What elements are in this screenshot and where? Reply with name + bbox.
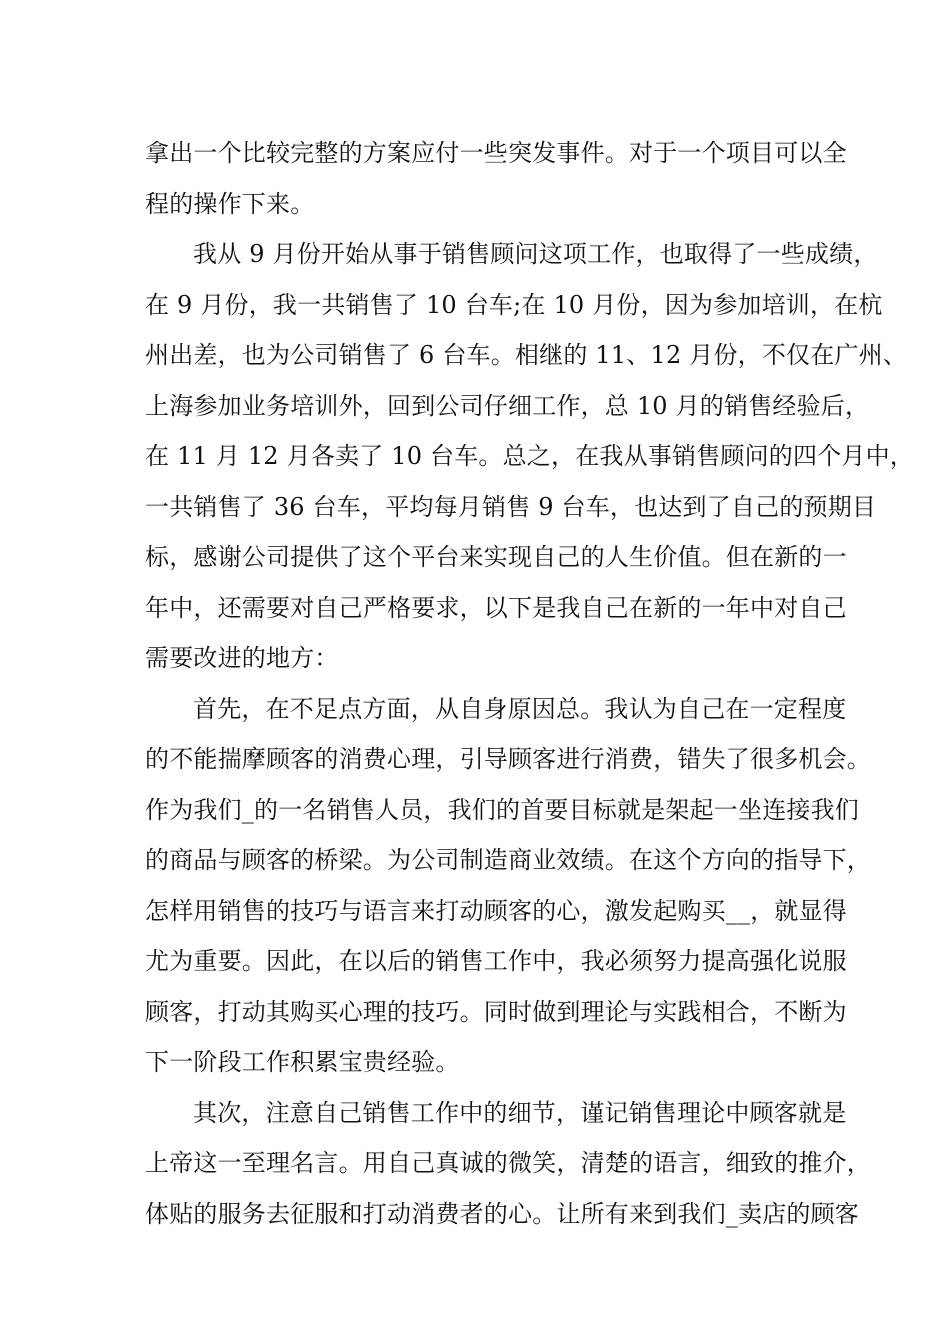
text-line: 顾客，打动其购买心理的技巧。同时做到理论与实践相合，不断为: [145, 997, 847, 1026]
text-line: 下一阶段工作积累宝贵经验。: [145, 1048, 460, 1076]
text-line: 在 11 月 12 月各卖了 10 台车。总之，在我从事销售顾问的四个月中，: [145, 442, 914, 470]
text-line: 上海参加业务培训外，回到公司仔细工作，总 10 月的销售经验后，: [145, 391, 870, 420]
text-line: 上帝这一至理名言。用自己真诚的微笑，清楚的语言，细致的推介，: [145, 1149, 871, 1177]
text-line: 标，感谢公司提供了这个平台来实现自己的人生价值。但在新的一: [145, 543, 847, 571]
text-line: 一共销售了 36 台车，平均每月销售 9 台车，也达到了自己的预期目: [145, 492, 877, 521]
text-line: 在 9 月份，我一共销售了 10 台车;在 10 月份，因为参加培训，在杭: [145, 290, 883, 319]
text-line: 体贴的服务去征服和打动消费者的心。让所有来到我们_卖店的顾客: [145, 1199, 859, 1228]
text-line: 其次，注意自己销售工作中的细节，谨记销售理论中顾客就是: [193, 1098, 847, 1127]
body-text: [145, 128, 914, 1239]
text-line: 年中，还需要对自己严格要求，以下是我自己在新的一年中对自己: [145, 593, 847, 622]
text-line: 我从 9 月份开始从事于销售顾问这项工作，也取得了一些成绩，: [193, 240, 878, 268]
text-line: 首先，在不足点方面，从自身原因总。我认为自己在一定程度: [193, 694, 847, 723]
text-line: 程的操作下来。: [145, 189, 315, 218]
text-line: 需要改进的地方：: [145, 644, 339, 672]
text-line: 拿出一个比较完整的方案应付一些突发事件。对于一个项目可以全: [145, 139, 847, 167]
text-line: 尤为重要。因此，在以后的销售工作中，我必须努力提高强化说服: [145, 947, 847, 975]
text-line: 的商品与顾客的桥梁。为公司制造商业效绩。在这个方向的指导下，: [145, 846, 871, 874]
text-line: 的不能揣摩顾客的消费心理，引导顾客进行消费，错失了很多机会。: [145, 745, 871, 773]
text-line: 怎样用销售的技巧与语言来打动顾客的心，激发起购买__，就显得: [145, 896, 847, 925]
text-line: 作为我们_的一名销售人员，我们的首要目标就是架起一坐连接我们: [145, 795, 859, 824]
text-line: 州出差，也为公司销售了 6 台车。相继的 11、12 月份，不仅在广州、: [145, 341, 908, 369]
